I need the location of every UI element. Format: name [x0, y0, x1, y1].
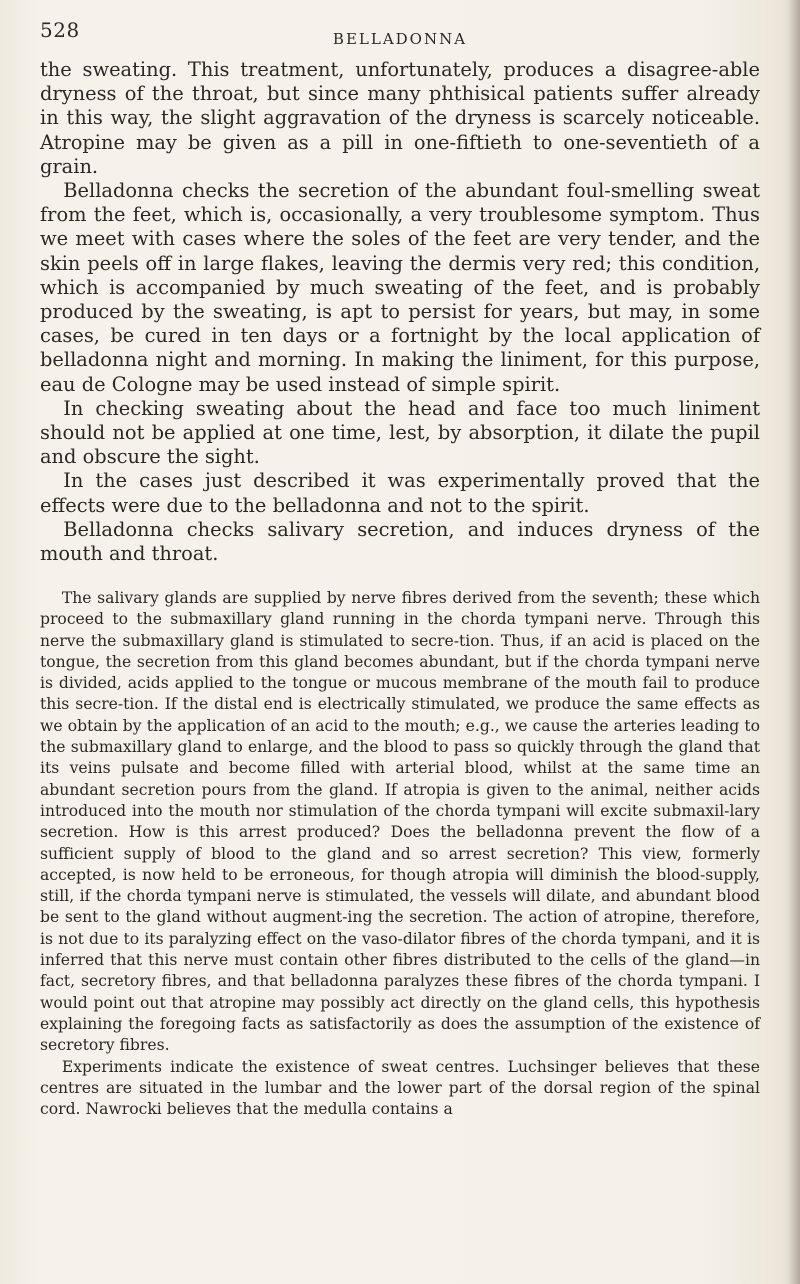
paragraph-sweating-treatment: the sweating. This treatment, unfortunately, produces a disagree-able dryness of the throat, but since many phthisical patients suffer already in this way, the slight aggravation of the dryness is scarcely noticeable. Atropine may be given as a pill in one-fiftieth to one-seventieth of a grain. [40, 58, 760, 178]
page-edge-shadow [788, 0, 800, 1284]
paragraph-experimental-proof: In the cases just described it was experimentally proved that the effects were due to the belladonna and not to the spirit. [40, 469, 760, 517]
paragraph-sweat-centres: Experiments indicate the existence of sweat centres. Luchsinger believes that these centres are situated in the lumbar and the lower part of the dorsal region of the spinal cord. Nawrocki believes that the medulla contains a [40, 1057, 760, 1119]
paragraph-head-face-liniment: In checking sweating about the head and face too much liniment should not be applied at one time, lest, by absorption, it dilate the pupil and obscure the sight. [40, 396, 760, 469]
paragraph-foot-sweat: Belladonna checks the secretion of the abundant foul-smelling sweat from the feet, which is, occasionally, a very troublesome symptom. Thus we meet with cases where the soles of the feet are very tender, and the skin peels off in large flakes, leaving the dermis very red; this condition, which is accompanied by much sweating of the feet, and is probably produced by the sweating, is apt to persist for years, but may, in some cases, be cured in ten days or a fortnight by the local application of belladonna night and morning. In making the liniment, for this purpose, eau de Cologne may be used instead of simple spirit. [40, 179, 760, 396]
paragraph-salivary-secretion: Belladonna checks salivary secretion, and induces dryness of the mouth and throat. [40, 517, 760, 566]
main-text [40, 58, 760, 566]
page-number: 528 [40, 18, 80, 42]
paragraph-salivary-glands: The salivary glands are supplied by nerve fibres derived from the seventh; these which proceed to the submaxillary gland running in the chorda tympani nerve. Through this nerve the submaxillary gland is stimulated to secre-tion. Thus, if an acid is placed on the tongue, the secretion from this gland becomes abundant, but if the chorda tympani nerve is divided, acids applied to the tongue or mucous membrane of the mouth fail to produce this secre-tion. If the distal end is electrically stimulated, we produce the same effects as we obtain by the application of an acid to the mouth; e.g., we cause the arteries leading to the submaxillary gland to enlarge, and the blood to pass so quickly through the gland that its veins pulsate and become filled with arterial blood, whilst at the same time an abundant secretion pours from the gland. If atropia is given to the animal, neither acids introduced into the mouth nor stimulation of the chorda tympani will excite submaxil-lary secretion. How is this arrest produced? Does the belladonna prevent the flow of a sufficient supply of blood to the gland and so arrest secretion? This view, formerly accepted, is now held to be erroneous, for though atropia will diminish the blood-supply, still, if the chorda tympani nerve is stimulated, the vessels will dilate, and abundant blood be sent to the gland without augment-ing the secretion. The action of atropine, therefore, is not due to its paralyzing effect on the vaso-dilator fibres of the chorda tympani, and it is inferred that this nerve must contain other fibres distributed to the cells of the gland—in fact, secretory fibres, and that belladonna paralyzes these fibres of the chorda tympani. I would point out that atropine may possibly act directly on the gland cells, this hypothesis explaining the foregoing facts as satisfactorily as does the assumption of the existence of secretory fibres. [40, 589, 760, 1055]
small-print-text [40, 588, 760, 1120]
running-head: BELLADONNA [332, 30, 468, 48]
